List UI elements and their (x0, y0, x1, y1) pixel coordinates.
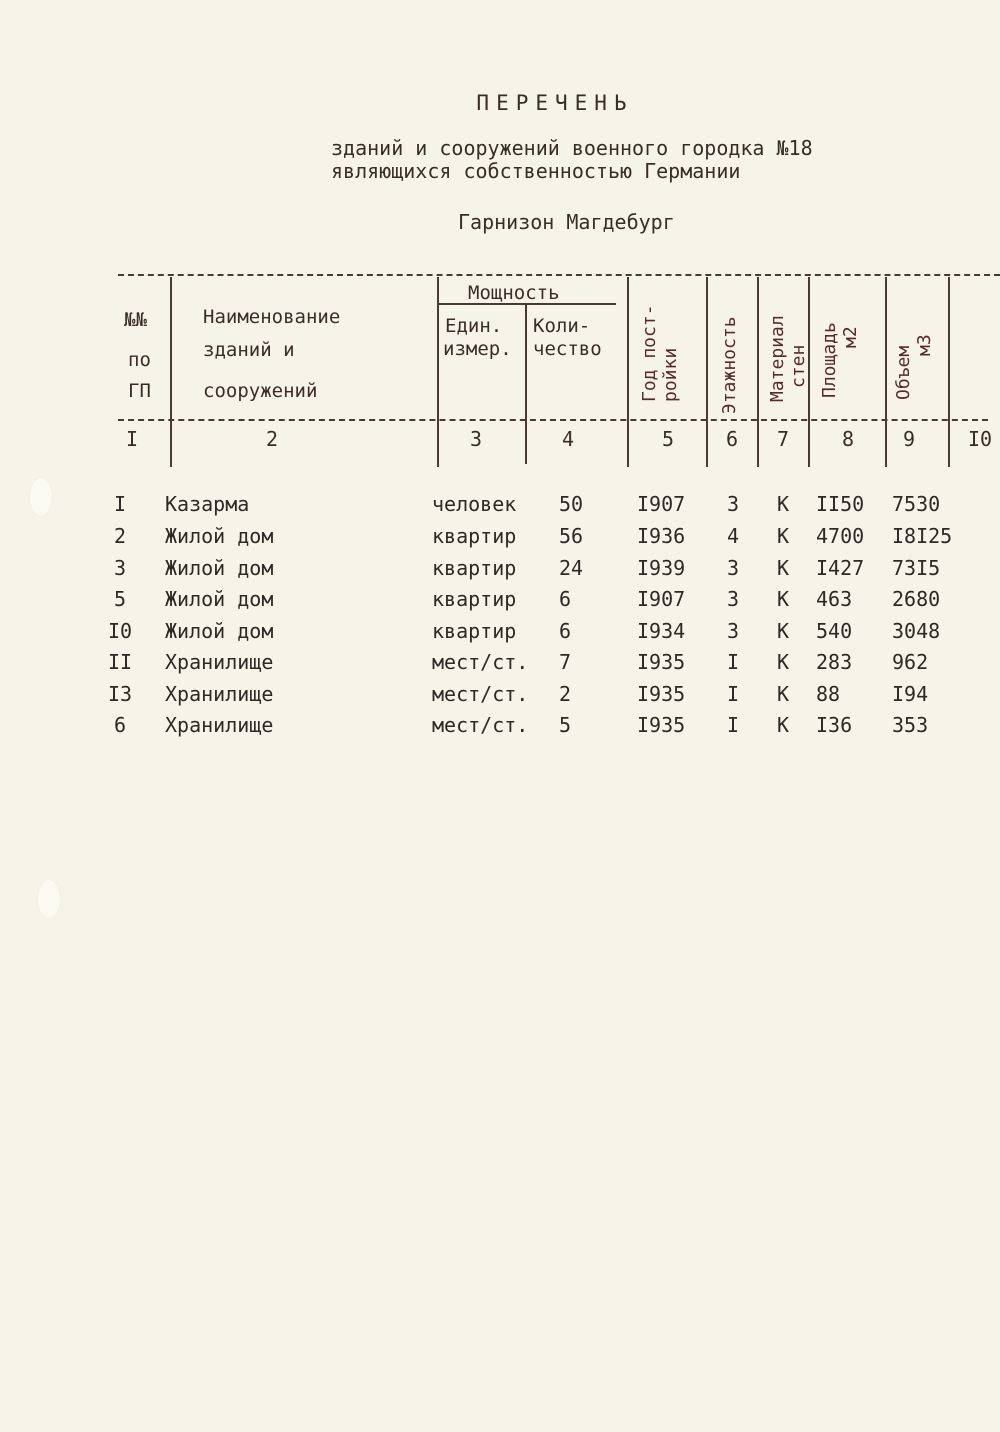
area: 283 (816, 650, 853, 674)
wall-material: К (777, 650, 790, 674)
garrison-name: Гарнизон Магдебург (458, 210, 675, 234)
wall-material: К (777, 524, 790, 548)
volume: I8I25 (892, 524, 953, 548)
column-number: 5 (662, 427, 675, 451)
col-year-header: Год пост- ройки (639, 304, 681, 402)
construction-year: I935 (637, 713, 686, 737)
column-number: 7 (777, 427, 790, 451)
col-unit-header-1: Един. (445, 315, 503, 337)
row-number: 3 (113, 556, 127, 580)
col-capacity-header: Мощность (468, 282, 560, 304)
col-qty-header-1: Коли- (533, 315, 591, 337)
col-name-header-1: Наименование (203, 306, 341, 328)
wall-material: К (777, 492, 790, 516)
column-number: I (126, 427, 139, 451)
building-name: Хранилище (165, 650, 274, 674)
area: II50 (816, 492, 865, 516)
area: I427 (816, 556, 865, 580)
volume: 962 (892, 650, 929, 674)
area: 88 (816, 682, 841, 706)
row-number: I (113, 492, 127, 516)
column-number: 8 (842, 427, 855, 451)
row-number: 6 (113, 713, 127, 737)
subtitle-line-1: зданий и сооружений военного городка №18 (331, 136, 813, 160)
quantity: 56 (559, 524, 584, 548)
building-name: Жилой дом (165, 524, 274, 548)
column-number: 6 (726, 427, 739, 451)
row-number: I3 (108, 682, 133, 706)
unit-of-measure: квартир (432, 556, 517, 580)
construction-year: I934 (637, 619, 686, 643)
building-name: Жилой дом (165, 587, 274, 611)
building-name: Жилой дом (165, 619, 274, 643)
wall-material: К (777, 619, 790, 643)
volume: 353 (892, 713, 929, 737)
row-number: 2 (113, 524, 127, 548)
column-number: 3 (470, 427, 483, 451)
unit-of-measure: квартир (432, 587, 517, 611)
col-name-header-2: зданий и (203, 339, 295, 361)
building-name: Хранилище (165, 682, 274, 706)
area: 463 (816, 587, 853, 611)
floors: 4 (727, 524, 740, 548)
wall-material: К (777, 556, 790, 580)
table-row (0, 494, 1000, 520)
col-volume-header: Объем м3 (893, 334, 935, 400)
unit-of-measure: квартир (432, 619, 517, 643)
table-row (0, 715, 1000, 741)
document-title: ПЕРЕЧЕНЬ (476, 91, 634, 115)
floors: I (727, 650, 740, 674)
col-qty-header-2: чество (533, 338, 602, 360)
floors: 3 (727, 619, 740, 643)
row-number: I0 (108, 619, 133, 643)
unit-of-measure: мест/ст. (432, 713, 529, 737)
row-number: 5 (113, 587, 127, 611)
quantity: 2 (559, 682, 572, 706)
area: I36 (816, 713, 853, 737)
col-unit-header-2: измер. (443, 338, 512, 360)
quantity: 50 (559, 492, 584, 516)
construction-year: I935 (637, 650, 686, 674)
column-number: I0 (968, 427, 993, 451)
floors: 3 (727, 492, 740, 516)
quantity: 6 (559, 619, 572, 643)
column-number: 9 (903, 427, 916, 451)
area: 540 (816, 619, 853, 643)
volume: I94 (892, 682, 929, 706)
unit-of-measure: мест/ст. (432, 650, 529, 674)
col-floors-header: Этажность (719, 316, 740, 414)
column-number: 4 (562, 427, 575, 451)
table-row (0, 558, 1000, 584)
quantity: 7 (559, 650, 572, 674)
floors: I (727, 682, 740, 706)
table-row (0, 652, 1000, 678)
volume: 7530 (892, 492, 941, 516)
area: 4700 (816, 524, 865, 548)
floors: 3 (727, 556, 740, 580)
unit-of-measure: мест/ст. (432, 682, 529, 706)
construction-year: I907 (637, 492, 686, 516)
construction-year: I939 (637, 556, 686, 580)
row-number: II (108, 650, 133, 674)
quantity: 6 (559, 587, 572, 611)
col-num-header-3: ГП (128, 380, 151, 402)
construction-year: I936 (637, 524, 686, 548)
col-area-header: Площадь м2 (819, 322, 861, 398)
volume: 2680 (892, 587, 941, 611)
unit-of-measure: квартир (432, 524, 517, 548)
punch-hole (38, 880, 60, 918)
construction-year: I935 (637, 682, 686, 706)
quantity: 24 (559, 556, 584, 580)
building-name: Жилой дом (165, 556, 274, 580)
construction-year: I907 (637, 587, 686, 611)
unit-of-measure: человек (432, 492, 517, 516)
col-num-header-2: по (128, 349, 151, 371)
table-row (0, 684, 1000, 710)
col-num-header-1: №№ (124, 309, 147, 331)
table-row (0, 621, 1000, 647)
col-material-header: Материал стен (767, 315, 809, 402)
wall-material: К (777, 587, 790, 611)
building-name: Хранилище (165, 713, 274, 737)
col-name-header-3: сооружений (203, 380, 318, 402)
floors: 3 (727, 587, 740, 611)
subtitle-line-2: являющихся собственностью Германии (331, 159, 741, 183)
table-row (0, 526, 1000, 552)
wall-material: К (777, 713, 790, 737)
volume: 73I5 (892, 556, 941, 580)
column-number: 2 (266, 427, 279, 451)
wall-material: К (777, 682, 790, 706)
volume: 3048 (892, 619, 941, 643)
table-row (0, 589, 1000, 615)
floors: I (727, 713, 740, 737)
quantity: 5 (559, 713, 572, 737)
building-name: Казарма (165, 492, 250, 516)
